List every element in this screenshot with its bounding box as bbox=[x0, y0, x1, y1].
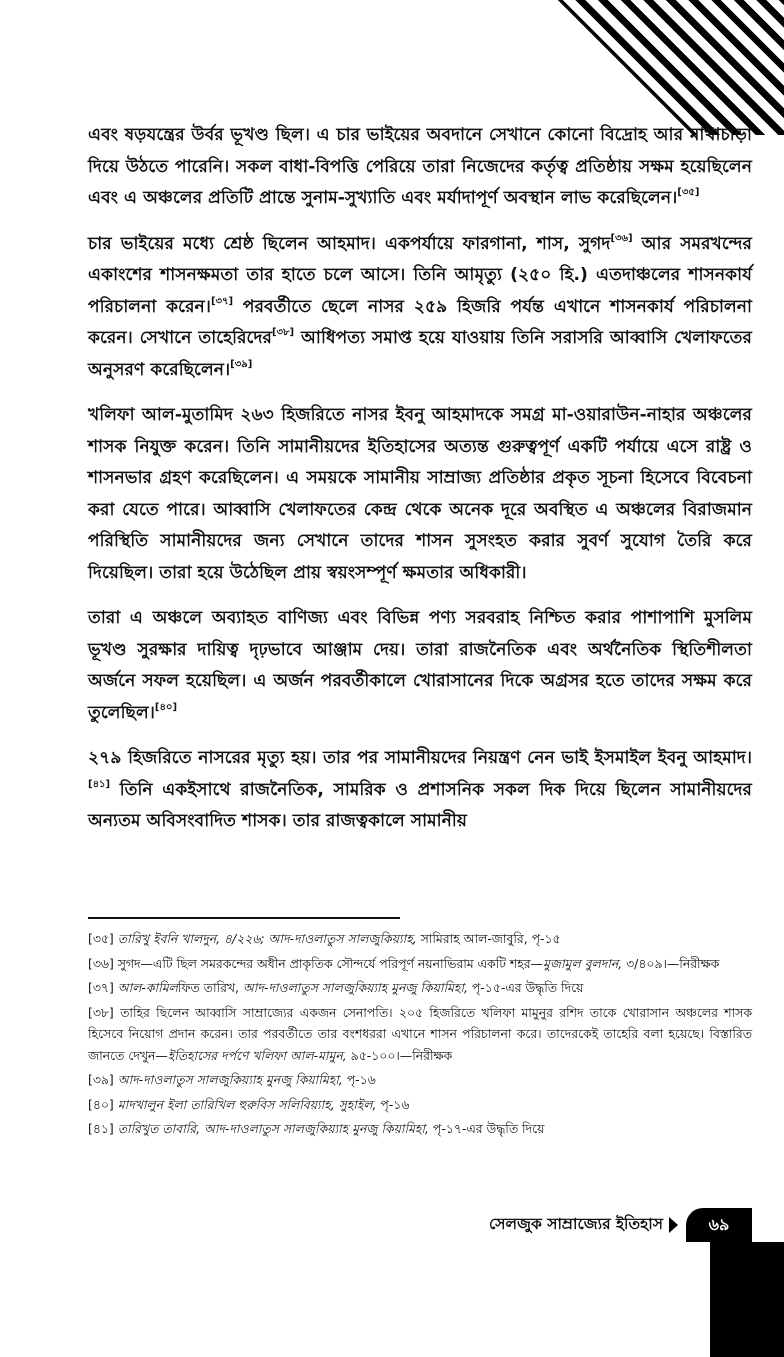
triangle-right-icon bbox=[669, 1217, 678, 1233]
footnote-ref-36[interactable]: [৩৬] bbox=[610, 232, 633, 244]
book-title: সেলজুক সাম্রাজ্যের ইতিহাস bbox=[489, 1215, 663, 1233]
footnote-divider bbox=[88, 917, 400, 919]
footnote-41: [৪১] তারিখুত তাবারি, আদ-দাওলাতুস সালজুকিয়্যাহ মুনজু কিয়ামিহা, পৃ-১৭-এর উদ্ধৃতি দিয়ে bbox=[88, 1121, 545, 1136]
page-number: ৬৯ bbox=[686, 1208, 752, 1242]
paragraph-1: এবং ষড়যন্ত্রের উর্বর ভূখণ্ড ছিল। এ চার ভাইয়ের অবদানে সেখানে কোনো বিদ্রোহ আর মাথাচাড়া দিয়ে উঠতে পারেনি। সকল বাধা-বিপত্তি পেরিয়ে তারা নিজেদের কর্তৃত্ব প্রতিষ্ঠায় সক্ষম হয়েছিলেন এবং এ অঞ্চলের প্রতিটি প্রান্তে সুনাম-সুখ্যাতি এবং মর্যাদাপূর্ণ অবস্থান লাভ করেছিলেন।[৩৫] bbox=[88, 125, 752, 208]
page-footer bbox=[489, 1208, 752, 1242]
footer-black-bar bbox=[710, 1242, 784, 1357]
footnote-39: [৩৯] আদ-দাওলাতুস সালজুকিয়্যাহ মুনজু কিয়ামিহা, পৃ-১৬ bbox=[88, 1072, 376, 1087]
main-text bbox=[88, 120, 752, 852]
footnote-40: [৪০] মাদখালুন ইলা তারিখিল হুরুবিস সলিবিয়্যাহ, সুহাইল, পৃ-১৬ bbox=[88, 1096, 410, 1112]
paragraph-5: ২৭৯ হিজরিতে নাসরের মৃত্যু হয়। তার পর সামানীয়দের নিয়ন্ত্রণ নেন ভাই ইসমাইল ইবনু আহমাদ।[৪১] তিনি একইসাথে রাজনৈতিক, সামরিক ও প্রশাসনিক সকল দিক দিয়ে ছিলেন সামানীয়দের অন্যতম অবিসংবাদিত শাসক। তার রাজত্বকালে সামানীয় bbox=[88, 748, 752, 831]
footnote-ref-38[interactable]: [৩৮] bbox=[271, 327, 295, 338]
footnote-ref-35[interactable]: [৩৫] bbox=[677, 187, 700, 198]
footnote-36: [৩৬] সুগদ—এটি ছিল সমরকন্দের অধীন প্রাকৃতিক সৌন্দর্যে পরিপূর্ণ নয়নাভিরাম একটি শহর—মুজামুল বুলদান, ৩/৪০৯।—নিরীক্ষক bbox=[88, 955, 720, 971]
corner-stripes-decoration bbox=[484, 0, 784, 135]
footnote-ref-37[interactable]: [৩৭] bbox=[210, 295, 234, 307]
paragraph-3: খলিফা আল-মুতামিদ ২৬৩ হিজরিতে নাসর ইবনু আহমাদকে সমগ্র মা-ওয়ারাউন-নাহার অঞ্চলের শাসক নিযুক্ত করেন। তিনি সামানীয়দের ইতিহাসের অত্যন্ত গুরুত্বপূর্ণ একটি পর্যায়ে এসে রাষ্ট্র ও শাসনভার গ্রহণ করেছিলেন। এ সময়কে সামানীয় সাম্রাজ্য প্রতিষ্ঠার প্রকৃত সূচনা হিসেবে বিবেচনা করা যেতে পারে। আব্বাসি খেলাফতের কেন্দ্র থেকে অনেক দূরে অবস্থিত এ অঞ্চলের বিরাজমান পরিস্থিতি সামানীয়দের জন্য সেখানে তাদের শাসন সুসংহত করার সুবর্ণ সুযোগ তৈরি করে দিয়েছিল। তারা হয়ে উঠেছিল প্রায় স্বয়ংসম্পূর্ণ ক্ষমতার অধিকারী। bbox=[88, 405, 752, 583]
footnote-ref-40[interactable]: [৪০] bbox=[154, 701, 178, 713]
footnote-ref-39[interactable]: [৩৯] bbox=[230, 358, 253, 370]
paragraph-4: তারা এ অঞ্চলে অব্যাহত বাণিজ্য এবং বিভিন্ন পণ্য সরবরাহ নিশ্চিত করার পাশাপাশি মুসলিম ভূখণ্ড সুরক্ষার দায়িত্ব দৃঢ়ভাবে আঞ্জাম দেয়। তারা রাজনৈতিক এবং অর্থনৈতিক স্থিতিশীলতা অর্জনে সফল হয়েছিল। এ অর্জন পরবর্তীকালে খোরাসানের দিকে অগ্রসর হতে তাদের সক্ষম করে তুলেছিল।[৪০] bbox=[88, 608, 752, 723]
footnote-37: [৩৭] আল-কামিলফিত তারিখ, আদ-দাওলাতুস সালজুকিয়্যাহ মুনজু কিয়ামিহা, পৃ-১৫-এর উদ্ধৃতি দিয়ে bbox=[88, 980, 584, 995]
footnote-38: [৩৮] তাহির ছিলেন আব্বাসি সাম্রাজ্যের একজন সেনাপতি। ২০৫ হিজরিতে খলিফা মামুনুর রশিদ তাকে খোরাসান অঞ্চলের শাসক হিসেবে নিয়োগ প্রদান করেন। তার পরবর্তীতে তার বংশধররা এখানে শাসন পরিচালনা করে। তাদেরকেই তাহেরি বলা হয়েছে। বিস্তারিত জানতে দেখুন—ইতিহাসের দর্পণে খলিফা আল-মামুন, ৯৫-১০০।—নিরীক্ষক bbox=[88, 1004, 752, 1063]
footnote-35: [৩৫] তারিখু ইবনি খালদুন, ৪/২২৬; আদ-দাওলাতুস সালজুকিয়্যাহ, সামিরাহ আল-জাবুরি, পৃ-১৫ bbox=[88, 931, 561, 946]
paragraph-2: চার ভাইয়ের মধ্যে শ্রেষ্ঠ ছিলেন আহমাদ। একপর্যায়ে ফারগানা, শাস, সুগদ[৩৬] আর সমরখন্দের একাংশের শাসনক্ষমতা তার হাতে চলে আসে। তিনি আমৃত্যু (২৫০ হি.) এতদাঞ্চলের শাসনকার্য পরিচালনা করেন।[৩৭] পরবর্তীতে ছেলে নাসর ২৫৯ হিজরি পর্যন্ত এখানে শাসনকার্য পরিচালনা করেন। সেখানে তাহেরিদের[৩৮] আধিপত্য সমাপ্ত হয়ে যাওয়ায় তিনি সরাসরি আব্বাসি খেলাফতের অনুসরণ করেছিলেন।[৩৯] bbox=[88, 232, 752, 380]
footnotes bbox=[88, 928, 752, 1143]
footnote-ref-41[interactable]: [৪১] bbox=[88, 778, 111, 790]
